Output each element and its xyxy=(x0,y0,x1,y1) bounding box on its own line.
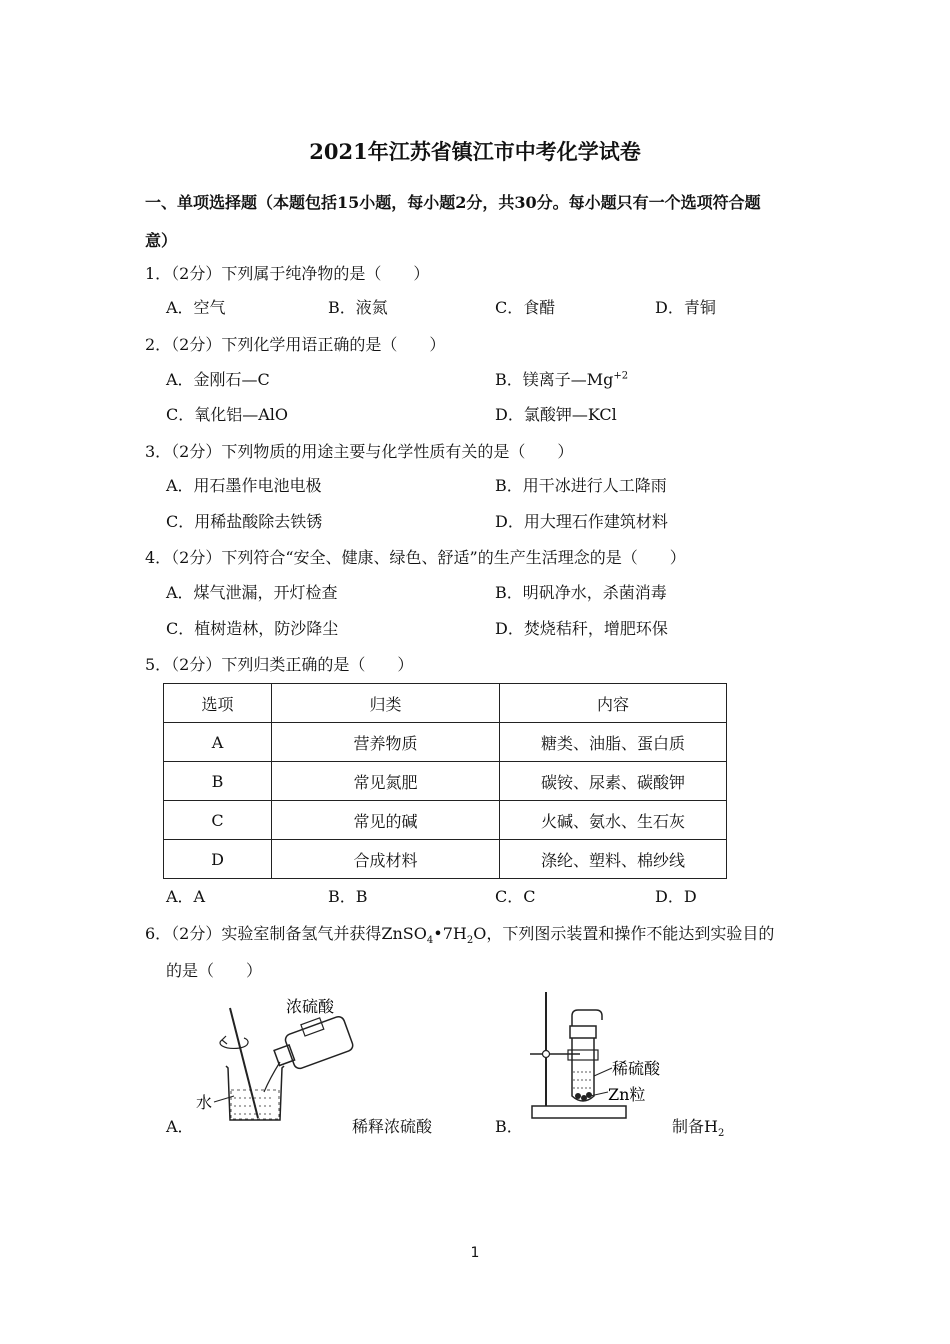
table-cell: B xyxy=(164,762,272,801)
q3-option-b[interactable]: B．用干冰进行人工降雨 xyxy=(495,476,667,495)
table-header: 归类 xyxy=(272,684,500,723)
question-2-stem: 2．（2分）下列化学用语正确的是（ ） xyxy=(145,335,446,354)
table-cell: 常见氮肥 xyxy=(272,762,500,801)
q6-option-a[interactable]: A． xyxy=(166,1117,194,1136)
q2-option-b-text: B．镁离子—Mg xyxy=(495,370,614,389)
q3-option-d[interactable]: D．用大理石作建筑材料 xyxy=(495,512,668,531)
q6-figure-b-caption xyxy=(672,1114,724,1139)
q2-option-c[interactable]: C．氧化铝—AlO xyxy=(166,405,289,424)
dilute-acid-liquid xyxy=(573,1072,593,1088)
label-water: 水 xyxy=(196,1093,213,1112)
clamp-knob xyxy=(543,1051,550,1058)
delivery-tube xyxy=(572,1010,602,1026)
zinc-granule xyxy=(575,1093,581,1099)
q5-option-b[interactable]: B．B xyxy=(328,887,368,906)
q6-stem-subscript: 2 xyxy=(466,935,474,947)
table-header: 选项 xyxy=(164,684,272,723)
q4-option-a[interactable]: A．煤气泄漏，开灯检查 xyxy=(166,583,338,602)
acid-stream xyxy=(264,1062,280,1092)
table-row xyxy=(164,840,727,879)
section-heading-cont: 意） xyxy=(145,231,178,250)
page-number: 1 xyxy=(470,1245,480,1261)
q2-option-a[interactable]: A．金刚石—C xyxy=(166,370,270,389)
q6-stem-subscript: 4 xyxy=(426,935,434,947)
q6-stem-part: 6．（2分）实验室制备氢气并获得ZnSO xyxy=(145,924,427,943)
table-cell: 营养物质 xyxy=(272,723,500,762)
question-3-stem: 3．（2分）下列物质的用途主要与化学性质有关的是（ ） xyxy=(145,442,574,461)
table-row xyxy=(164,762,727,801)
q3-option-a[interactable]: A．用石墨作电池电极 xyxy=(166,476,322,495)
stir-arrow xyxy=(220,1038,248,1048)
label-concentrated-acid: 浓硫酸 xyxy=(286,997,335,1016)
zinc-granule xyxy=(586,1092,592,1098)
q6-figure-b-caption-sub: 2 xyxy=(717,1128,725,1140)
q5-table xyxy=(163,683,727,879)
q5-option-a[interactable]: A．A xyxy=(166,887,206,906)
page-title: 2021年江苏省镇江市中考化学试卷 xyxy=(309,139,641,164)
figure-dilute-acid xyxy=(190,988,360,1128)
q6-stem-part: O，下列图示装置和操作不能达到实验目的 xyxy=(473,924,775,943)
label-acid-leader xyxy=(594,1068,612,1076)
q2-option-d[interactable]: D．氯酸钾—KCl xyxy=(495,405,617,424)
table-cell: 合成材料 xyxy=(272,840,500,879)
table-row xyxy=(164,723,727,762)
table-cell: 火碱、氨水、生石灰 xyxy=(500,801,727,840)
q3-option-c[interactable]: C．用稀盐酸除去铁锈 xyxy=(166,512,323,531)
table-header: 内容 xyxy=(500,684,727,723)
table-cell: 碳铵、尿素、碳酸钾 xyxy=(500,762,727,801)
table-cell: 糖类、油脂、蛋白质 xyxy=(500,723,727,762)
question-4-stem: 4．（2分）下列符合“安全、健康、绿色、舒适”的生产生活理念的是（ ） xyxy=(145,548,686,567)
table-header-row xyxy=(164,684,727,723)
q4-option-b[interactable]: B．明矾净水，杀菌消毒 xyxy=(495,583,667,602)
q2-option-b-charge: +2 xyxy=(613,370,629,382)
test-tube xyxy=(572,1038,594,1101)
question-6-stem-cont: 的是（ ） xyxy=(166,961,263,980)
q6-stem-part: •7H xyxy=(433,924,467,943)
stir-arrowhead xyxy=(222,1036,227,1044)
section-heading: 一、单项选择题（本题包括15小题，每小题2分，共30分。每小题只有一个选项符合题 xyxy=(145,193,761,212)
q4-option-d[interactable]: D．焚烧秸秆，增肥环保 xyxy=(495,619,668,638)
label-zinc: Zn粒 xyxy=(608,1085,646,1104)
rubber-stopper xyxy=(570,1026,596,1038)
question-5-stem: 5．（2分）下列归类正确的是（ ） xyxy=(145,655,414,674)
label-dilute-acid: 稀硫酸 xyxy=(612,1059,661,1078)
q6-figure-b-caption-text: 制备H xyxy=(672,1117,718,1136)
question-1-stem: 1．（2分）下列属于纯净物的是（ ） xyxy=(145,264,430,283)
q4-option-c[interactable]: C．植树造林，防沙降尘 xyxy=(166,619,339,638)
reagent-bottle xyxy=(269,1010,354,1075)
figure-prepare-hydrogen xyxy=(520,988,680,1128)
glass-rod xyxy=(230,1008,258,1118)
q2-option-b[interactable] xyxy=(495,367,628,390)
q6-figure-a-caption: 稀释浓硫酸 xyxy=(352,1117,433,1136)
beaker xyxy=(226,1066,284,1120)
table-cell: C xyxy=(164,801,272,840)
q1-option-b[interactable]: B．液氮 xyxy=(328,298,388,317)
q1-option-d[interactable]: D．青铜 xyxy=(655,298,716,317)
table-cell: A xyxy=(164,723,272,762)
table-cell: 常见的碱 xyxy=(272,801,500,840)
table-cell: 涤纶、塑料、棉纱线 xyxy=(500,840,727,879)
q6-option-b[interactable]: B． xyxy=(495,1117,523,1136)
table-cell: D xyxy=(164,840,272,879)
question-6-stem xyxy=(145,921,774,946)
q5-option-c[interactable]: C．C xyxy=(495,887,536,906)
label-zinc-leader xyxy=(590,1092,608,1096)
q5-option-d[interactable]: D．D xyxy=(655,887,697,906)
table-row xyxy=(164,801,727,840)
zinc-granule xyxy=(581,1095,587,1101)
q1-option-a[interactable]: A．空气 xyxy=(166,298,226,317)
stand-base xyxy=(532,1106,626,1118)
q1-option-c[interactable]: C．食醋 xyxy=(495,298,556,317)
